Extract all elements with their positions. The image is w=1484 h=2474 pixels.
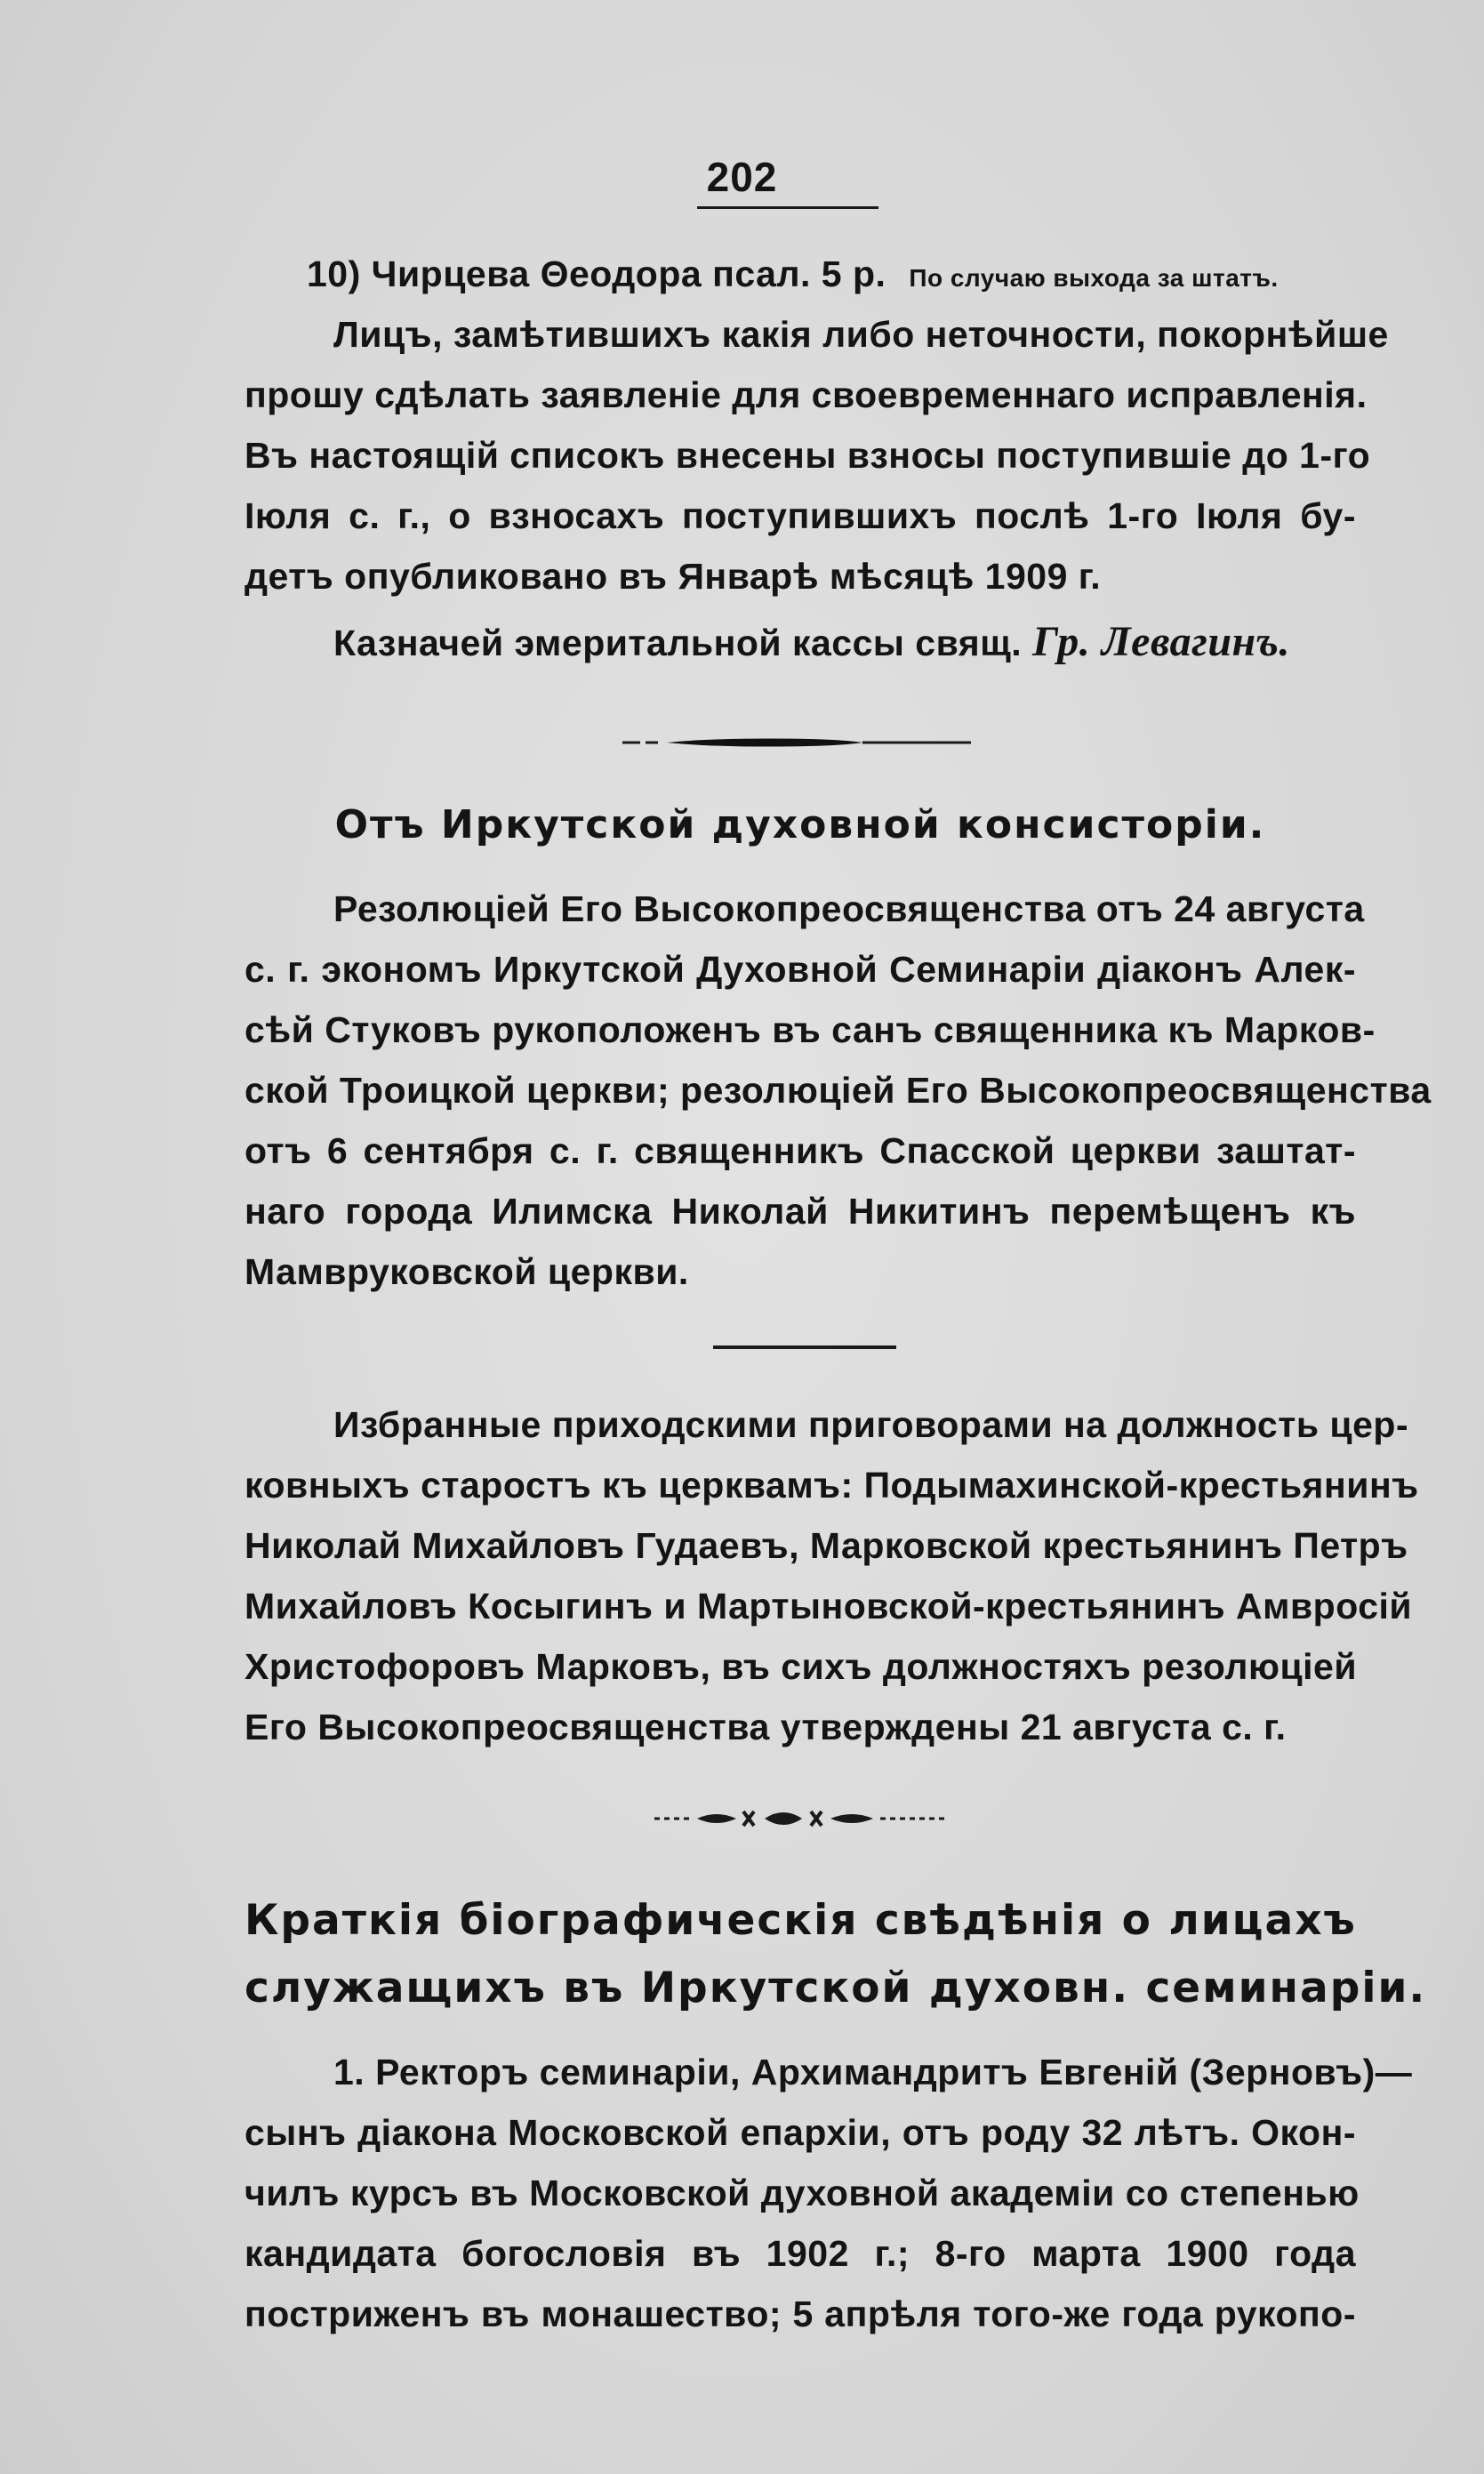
section-heading: Отъ Иркутской духовной консисторіи. (334, 802, 1266, 847)
paragraph-line: Его Высокопреосвященства утверждены 21 августа с. г. (245, 1707, 1287, 1747)
signature-name: Гр. Левагинъ. (1032, 618, 1290, 665)
paragraph-line: Мамвруковской церкви. (245, 1251, 689, 1292)
signature-line (245, 612, 1356, 672)
list-item-10-text: 10) Чирцева Θеодора псал. 5 р. (307, 253, 886, 294)
paragraph-line: чилъ курсъ въ Московской духовной академіи со степенью (245, 2173, 1360, 2213)
page-number: 202 (706, 154, 778, 200)
ornamental-divider (622, 729, 978, 756)
page-number-rule (697, 206, 878, 209)
resolution-paragraph (245, 879, 1432, 1302)
paragraph-line: наго города Илимска Николай Никитинъ перемѣщенъ къ (245, 1191, 1356, 1232)
seminary-biographies (245, 1887, 1427, 2344)
ornamental-vignette (654, 1801, 948, 1836)
consistory-section (245, 791, 1432, 1302)
notice-line: Іюля с. г., о взносахъ поступившихъ послѣ 1-го Іюля бу- (245, 495, 1356, 536)
paragraph-line: Николай Михайловъ Гудаевъ, Марковской крестьянинъ Петръ (245, 1525, 1408, 1566)
paragraph-line: сынъ діакона Московской епархіи, отъ роду 32 лѣтъ. Окон- (245, 2112, 1356, 2153)
elders-paragraph (245, 1394, 1419, 1757)
biography-heading-line2: служащихъ въ Иркутской духовн. семинаріи. (245, 1964, 1427, 2012)
paragraph-line: Резолюціей Его Высокопреосвященства отъ 24 августа (333, 888, 1365, 929)
paragraph-line: постриженъ въ монашество; 5 апрѣля того-же года рукопо- (245, 2293, 1356, 2334)
notice-line: Въ настоящій списокъ внесены взносы поступившіе до 1-го (245, 435, 1371, 476)
notice-line: Лицъ, замѣтившихъ какія либо неточности, покорнѣйше (333, 314, 1389, 355)
paragraph-line: Избранные приходскими приговорами на должность цер- (333, 1404, 1409, 1445)
section-rule (713, 1345, 896, 1349)
paragraph-line: сѣй Стуковъ рукоположенъ въ санъ священника къ Марков- (245, 1009, 1376, 1050)
paragraph-line: Михайловъ Косыгинъ и Мартыновской-крестьянинъ Амвросій (245, 1586, 1413, 1627)
treasurer-notice (245, 244, 1389, 672)
rector-paragraph (245, 2042, 1413, 2344)
signature-prefix: Казначей эмеритальной кассы свящ. (333, 623, 1023, 663)
paragraph-line: ковныхъ старостъ къ церквамъ: Подымахинской-крестьянинъ (245, 1465, 1419, 1506)
list-item-10-note: По случаю выхода за штатъ. (909, 264, 1279, 292)
notice-line: детъ опубликовано въ Январѣ мѣсяцѣ 1909 г. (245, 556, 1102, 597)
list-item-10 (245, 244, 1356, 304)
biography-heading-line1: Краткія біографическія свѣдѣнія о лицахъ (245, 1896, 1357, 1945)
paragraph-line: 1. Ректоръ семинаріи, Архимандритъ Евгеній (Зерновъ)— (333, 2052, 1413, 2092)
notice-line: прошу сдѣлать заявленіе для своевременнаго исправленія. (245, 374, 1368, 415)
paragraph-line: Христофоровъ Марковъ, въ сихъ должностяхъ резолюціей (245, 1646, 1358, 1687)
paragraph-line: ской Троицкой церкви; резолюціей Его Высокопреосвященства (245, 1070, 1432, 1111)
paragraph-line: отъ 6 сентября с. г. священникъ Спасской церкви заштат- (245, 1130, 1356, 1171)
paragraph-line: с. г. экономъ Иркутской Духовной Семинаріи діаконъ Алек- (245, 949, 1356, 990)
paragraph-line: кандидата богословія въ 1902 г.; 8-го марта 1900 года (245, 2233, 1356, 2274)
